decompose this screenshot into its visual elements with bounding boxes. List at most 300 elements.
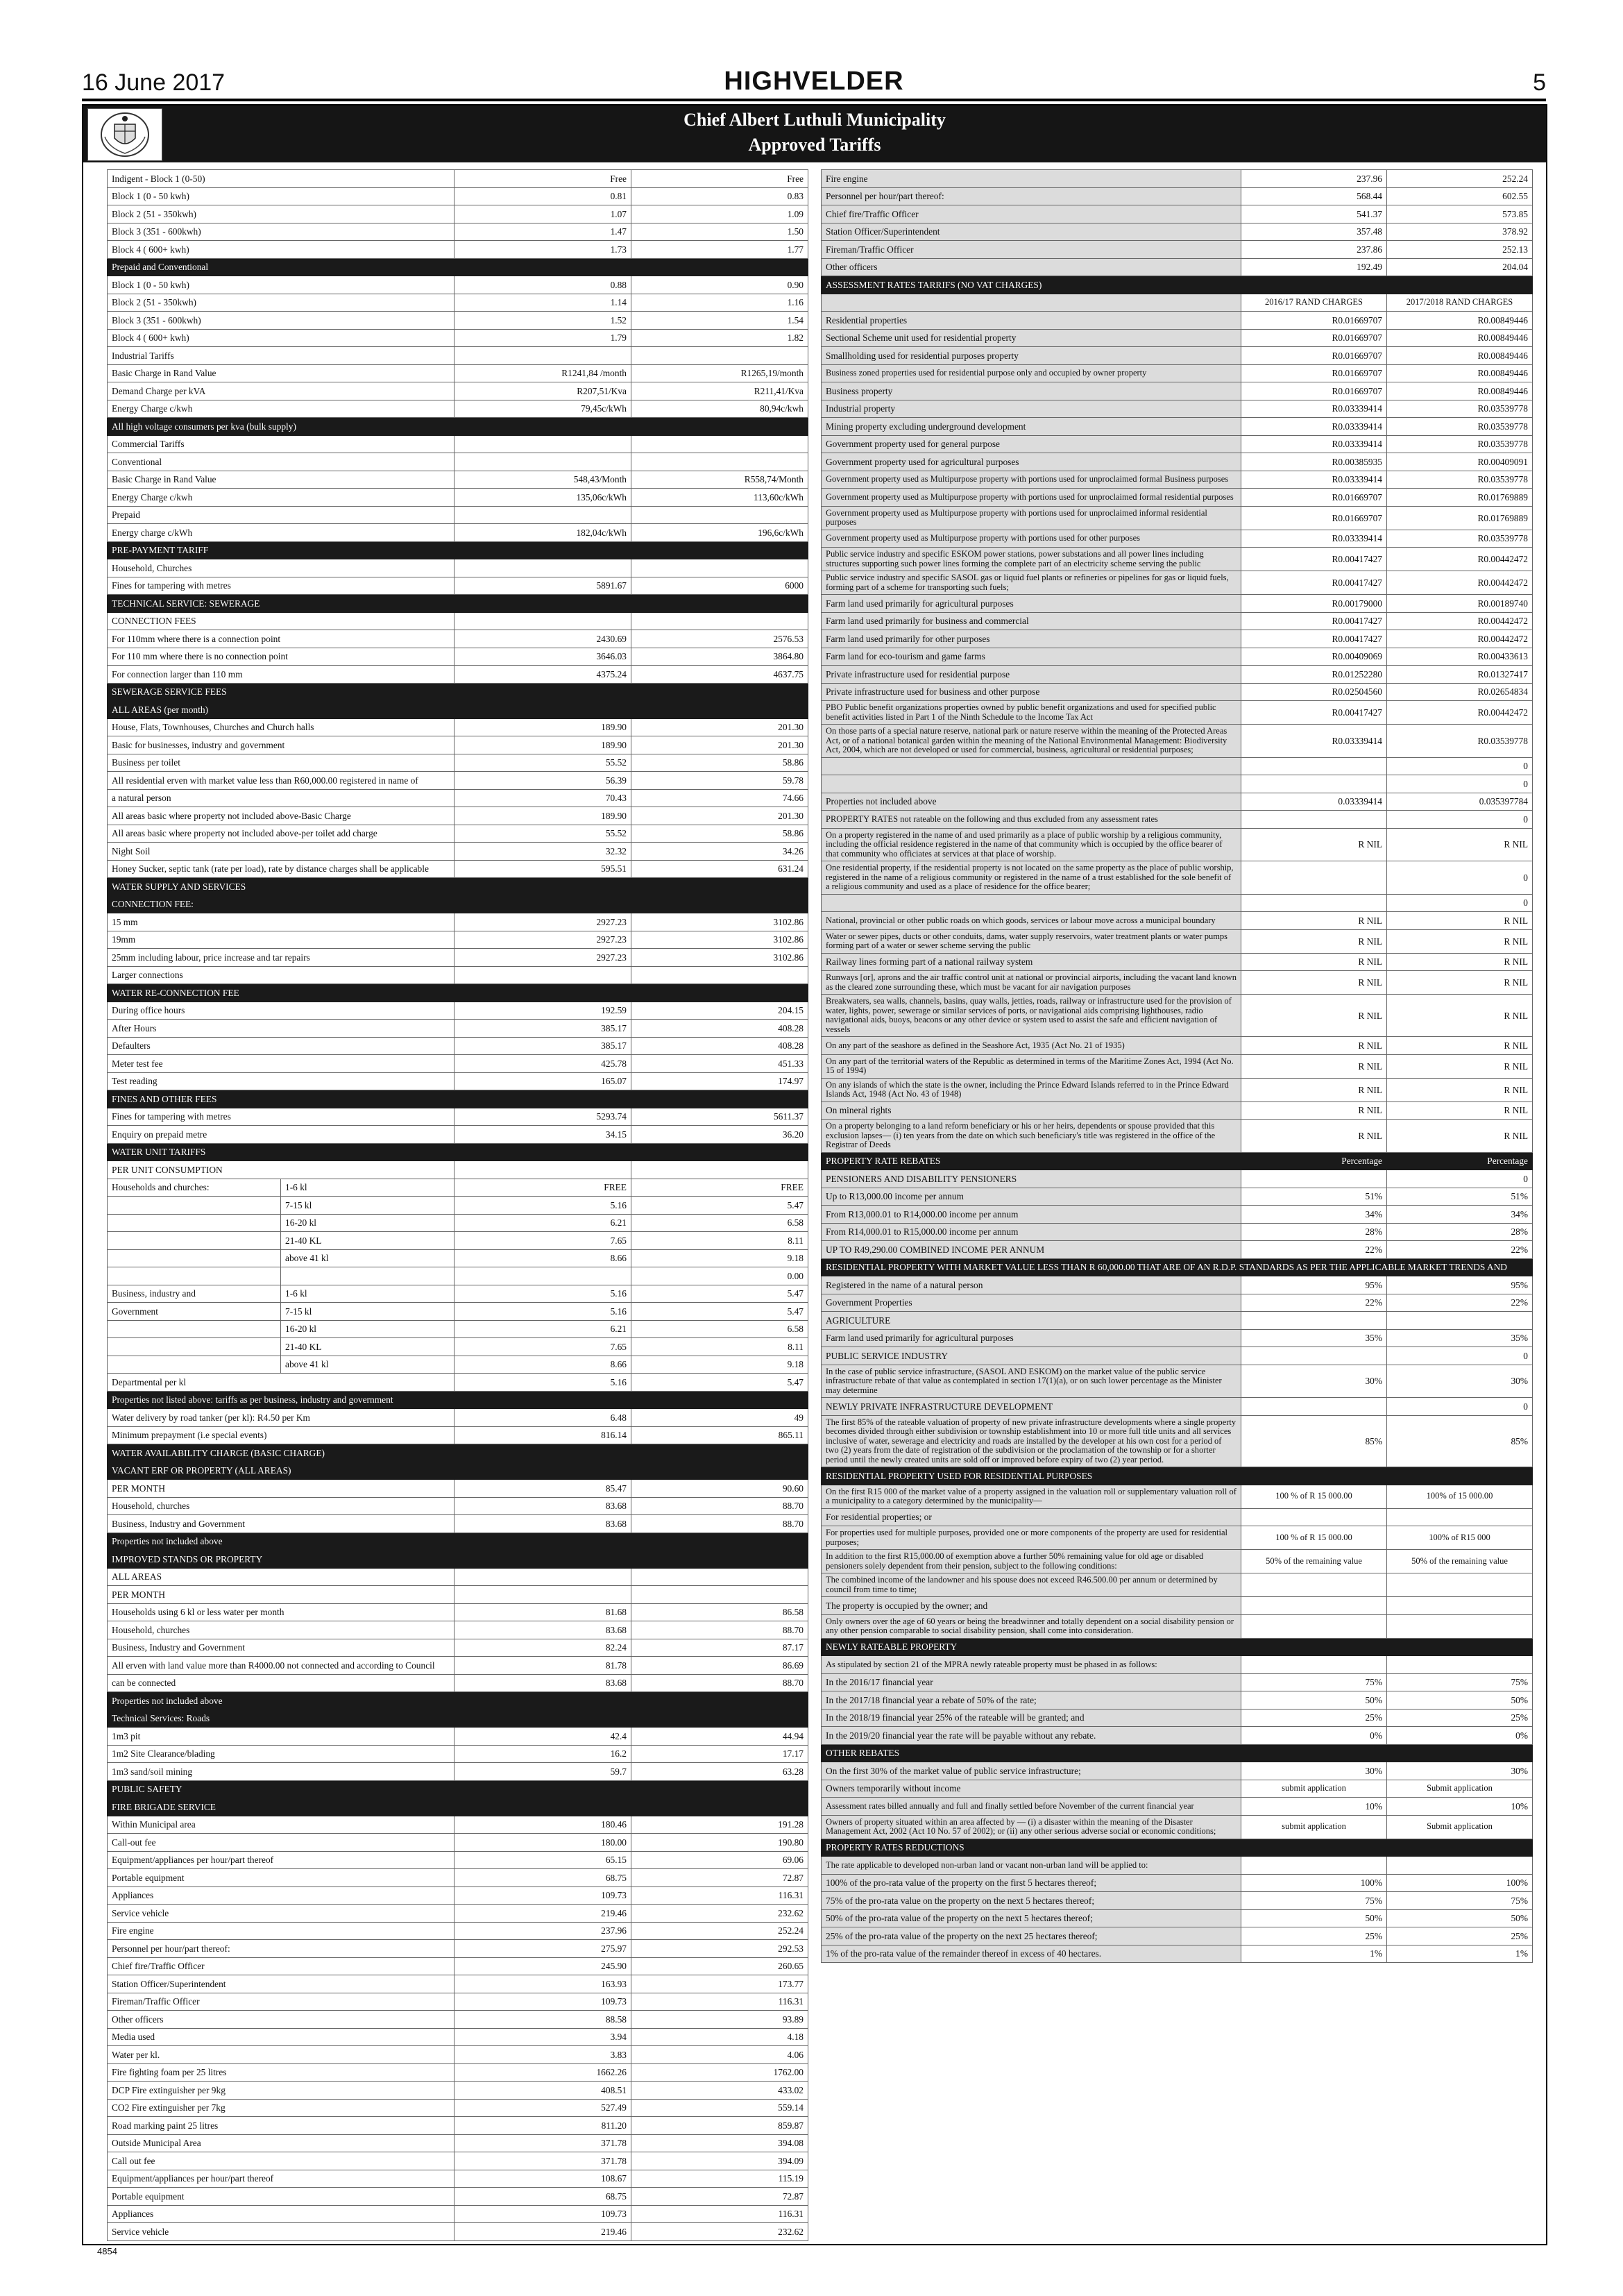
- row-label: Water delivery by road tanker (per kl): R4.50 per Km: [108, 1409, 454, 1427]
- tariff-2017-18: 6.58: [631, 1214, 808, 1232]
- tariff-2016-17: 108.67: [454, 2170, 631, 2188]
- tariff-2017-18: 1.50: [631, 223, 808, 241]
- row-label: Water or sewer pipes, ducts or other conduits, dams, water supply reservoirs, water treatment plants or water pumps forming part of a water or sewer scheme serving the public: [822, 929, 1241, 953]
- rate-2016-17: [1241, 1170, 1387, 1188]
- tariff-2017-18: 190.80: [631, 1834, 808, 1852]
- notice-title: Chief Albert Luthuli Municipality: [683, 110, 946, 130]
- row-label: Call out fee: [108, 2152, 454, 2170]
- row-label: [108, 1267, 281, 1285]
- tariff-2016-17: 135,06c/kWh: [454, 489, 631, 507]
- column-header: Percentage: [1241, 1152, 1387, 1170]
- table-row: [822, 912, 1533, 930]
- tariff-2017-18: 59.78: [631, 772, 808, 790]
- tariff-2017-18: 88.70: [631, 1497, 808, 1515]
- tariff-2016-17: 219.46: [454, 2223, 631, 2241]
- table-row: [108, 1374, 808, 1392]
- tariff-2017-18: [631, 1161, 808, 1179]
- tariff-2017-18: 88.70: [631, 1674, 808, 1692]
- rate-2017-18: R0.00849446: [1387, 329, 1533, 347]
- row-label: [822, 757, 1241, 775]
- table-row: [108, 559, 808, 577]
- section-header: WATER RE-CONNECTION FEE: [108, 984, 808, 1002]
- row-label: Properties not included above: [822, 793, 1241, 811]
- column-header: Percentage: [1387, 1152, 1533, 1170]
- table-row: [822, 1241, 1533, 1259]
- tariff-2017-18: 3864.80: [631, 648, 808, 666]
- table-row: [822, 1798, 1533, 1816]
- row-label: Basic Charge in Rand Value: [108, 471, 454, 489]
- tariff-2017-18: 292.53: [631, 1940, 808, 1958]
- table-row: [108, 1869, 808, 1887]
- tariff-2016-17: 88.58: [454, 2011, 631, 2029]
- rate-2016-17: R0.03339414: [1241, 471, 1387, 489]
- tariff-2016-17: 83.68: [454, 1621, 631, 1639]
- row-label: [108, 1320, 281, 1338]
- rate-2016-17: R0.02504560: [1241, 683, 1387, 701]
- page-number: 5: [1533, 69, 1546, 96]
- tariff-2016-17: 385.17: [454, 1037, 631, 1055]
- table-row: [108, 2152, 808, 2170]
- rate-2016-17: R0.00417427: [1241, 571, 1387, 595]
- tariff-2017-18: 69.06: [631, 1851, 808, 1869]
- tariff-2017-18: 394.09: [631, 2152, 808, 2170]
- tariff-2017-18: 88.70: [631, 1621, 808, 1639]
- tariff-2017-18: 1.77: [631, 241, 808, 259]
- table-row: [108, 1851, 808, 1869]
- rate-2016-17: R0.00417427: [1241, 548, 1387, 571]
- rate-2017-18: R0.01769889: [1387, 506, 1533, 530]
- tariff-2017-18: [631, 1568, 808, 1586]
- rate-2017-18: R0.00189740: [1387, 595, 1533, 613]
- row-label: On any islands of which the state is the owner, including the Prince Edward Islands referred to in the Prince Edward Islands Act, 1948 (Act No. 43 of 1948): [822, 1078, 1241, 1101]
- tariff-2016-17: 1.07: [454, 205, 631, 223]
- tariff-2017-18: 4637.75: [631, 666, 808, 684]
- tariff-2017-18: 173.77: [631, 1975, 808, 1993]
- rate-2016-17: R0.00417427: [1241, 612, 1387, 630]
- row-label: The rate applicable to developed non-urban land or vacant non-urban land will be applied to:: [822, 1857, 1241, 1875]
- table-row: [822, 1415, 1533, 1467]
- tariff-2017-18: 44.94: [631, 1728, 808, 1746]
- row-label: Government property used for general purpose: [822, 435, 1241, 453]
- tariff-2017-18: 201.30: [631, 718, 808, 736]
- row-label: AGRICULTURE: [822, 1312, 1241, 1330]
- tariff-2016-17: 55.52: [454, 754, 631, 772]
- tariff-2017-18: 63.28: [631, 1763, 808, 1781]
- tariff-2016-17: 34.15: [454, 1126, 631, 1144]
- rate-2016-17: R0.03339414: [1241, 530, 1387, 548]
- table-row: [108, 347, 808, 365]
- row-label: Mining property excluding underground development: [822, 418, 1241, 436]
- rate-2017-18: 100% of R15 000: [1387, 1526, 1533, 1550]
- row-label: [108, 1214, 281, 1232]
- row-label: 15 mm: [108, 913, 454, 931]
- rate-2017-18: 378.92: [1387, 223, 1533, 241]
- rate-2016-17: 100 % of R 15 000.00: [1241, 1485, 1387, 1508]
- tariff-2017-18: 74.66: [631, 789, 808, 807]
- table-row: [822, 1573, 1533, 1597]
- table-row: [108, 1338, 808, 1356]
- tariff-2017-18: 559.14: [631, 2099, 808, 2117]
- section-header-row: [822, 1638, 1533, 1656]
- row-label: Personnel per hour/part thereof:: [822, 187, 1241, 205]
- tariff-2017-18: 49: [631, 1409, 808, 1427]
- table-row: [108, 1320, 808, 1338]
- table-row: [822, 435, 1533, 453]
- tariff-2016-17: 70.43: [454, 789, 631, 807]
- section-header: ASSESSMENT RATES TARRIFS (NO VAT CHARGES): [822, 276, 1533, 294]
- table-row: [108, 1197, 808, 1215]
- rate-2017-18: [1387, 1597, 1533, 1615]
- block-range: above 41 kl: [281, 1356, 454, 1374]
- rate-2017-18: 252.24: [1387, 170, 1533, 188]
- table-row: [822, 1727, 1533, 1745]
- table-row: [822, 506, 1533, 530]
- rate-2017-18: [1387, 1312, 1533, 1330]
- table-row: [108, 1497, 808, 1515]
- row-label: Farm land used primarily for business and commercial: [822, 612, 1241, 630]
- row-label: Block 2 (51 - 350kwh): [108, 294, 454, 312]
- table-row: [822, 571, 1533, 595]
- table-row: [822, 1550, 1533, 1573]
- table-row: [108, 2063, 808, 2082]
- tariff-2016-17: 408.51: [454, 2082, 631, 2100]
- row-label: Government property used as Multipurpose property with portions used for unproclaimed informal residential purposes: [822, 506, 1241, 530]
- row-label: Service vehicle: [108, 1905, 454, 1923]
- rate-2016-17: 357.48: [1241, 223, 1387, 241]
- table-row: [822, 548, 1533, 571]
- tariff-2016-17: 1.73: [454, 241, 631, 259]
- table-row: [108, 2205, 808, 2223]
- tariff-2016-17: 811.20: [454, 2117, 631, 2135]
- table-row: [108, 1816, 808, 1834]
- row-label: Fire engine: [108, 1922, 454, 1940]
- row-label: Public service industry and specific ESKOM power stations, power substations and all power lines including structures supporting such power lines forming the complete part of an electricity scheme serving the public: [822, 548, 1241, 571]
- rate-2017-18: 30%: [1387, 1762, 1533, 1780]
- rate-2017-18: 0: [1387, 775, 1533, 793]
- tariff-2017-18: 0.83: [631, 187, 808, 205]
- row-label: Portable equipment: [108, 2188, 454, 2206]
- tariff-2016-17: 3.94: [454, 2028, 631, 2046]
- section-header: Properties not listed above: tariffs as per business, industry and government: [108, 1391, 808, 1409]
- row-label: In the 2017/18 financial year a rebate of 50% of the rate;: [822, 1691, 1241, 1710]
- table-row: [108, 2134, 808, 2152]
- table-row: [108, 1674, 808, 1692]
- section-header-row: [108, 895, 808, 913]
- tariff-2017-18: 72.87: [631, 1869, 808, 1887]
- tariff-2016-17: [454, 1267, 631, 1285]
- row-label: NEWLY PRIVATE INFRASTRUCTURE DEVELOPMENT: [822, 1398, 1241, 1416]
- rate-2017-18: R0.00442472: [1387, 571, 1533, 595]
- section-header-row: [822, 1744, 1533, 1762]
- rate-2016-17: [1241, 1508, 1387, 1526]
- rate-2016-17: 51%: [1241, 1188, 1387, 1206]
- rate-2017-18: R0.00442472: [1387, 701, 1533, 725]
- table-row: [822, 312, 1533, 330]
- table-row: [822, 364, 1533, 382]
- tariff-2016-17: 548,43/Month: [454, 471, 631, 489]
- section-header-row: [108, 258, 808, 276]
- row-label: Farm land for eco-tourism and game farms: [822, 648, 1241, 666]
- row-label: Government property used for agricultural purposes: [822, 453, 1241, 471]
- tariff-2016-17: 5.16: [454, 1374, 631, 1392]
- tariff-table-right: [821, 169, 1533, 1963]
- table-row: [108, 1515, 808, 1533]
- rate-2016-17: R0.03339414: [1241, 400, 1387, 418]
- table-row: [108, 666, 808, 684]
- tariff-2016-17: 275.97: [454, 1940, 631, 1958]
- section-header-row: [108, 1462, 808, 1480]
- rate-2016-17: 568.44: [1241, 187, 1387, 205]
- tariff-2017-18: [631, 453, 808, 471]
- table-row: [822, 701, 1533, 725]
- tariff-2017-18: 201.30: [631, 736, 808, 754]
- row-label: In the 2018/19 financial year 25% of the rateable will be granted; and: [822, 1709, 1241, 1727]
- table-row: [108, 1568, 808, 1586]
- table-row: [108, 1303, 808, 1321]
- tariff-2016-17: 2430.69: [454, 630, 631, 648]
- table-row: [822, 953, 1533, 971]
- row-label: For 110 mm where there is no connection point: [108, 648, 454, 666]
- rate-2017-18: [1387, 1573, 1533, 1597]
- row-label: Energy Charge c/kwh: [108, 489, 454, 507]
- row-label: Household, churches: [108, 1497, 454, 1515]
- row-label: Fireman/Traffic Officer: [822, 241, 1241, 259]
- rate-2017-18: 75%: [1387, 1892, 1533, 1910]
- tariff-2016-17: 1.14: [454, 294, 631, 312]
- table-row: [108, 648, 808, 666]
- tariff-2016-17: 2927.23: [454, 931, 631, 949]
- row-label: Government property used as Multipurpose property with portions used for other purposes: [822, 530, 1241, 548]
- rate-2016-17: R0.01669707: [1241, 506, 1387, 530]
- tariff-2016-17: 425.78: [454, 1055, 631, 1073]
- tariff-2016-17: 82.24: [454, 1639, 631, 1657]
- tariff-2017-18: 5.47: [631, 1285, 808, 1303]
- rate-2017-18: 22%: [1387, 1294, 1533, 1312]
- tariff-2017-18: 1.82: [631, 329, 808, 347]
- tariff-2017-18: 4.06: [631, 2046, 808, 2064]
- table-row: [108, 1037, 808, 1055]
- table-row: [822, 471, 1533, 489]
- row-label: DCP Fire extinguisher per 9kg: [108, 2082, 454, 2100]
- tariff-2017-18: 1.54: [631, 312, 808, 330]
- table-row: [822, 1857, 1533, 1875]
- tariff-2016-17: 595.51: [454, 860, 631, 878]
- row-label: On a property registered in the name of and used primarily as a place of public worship by a religious community, including the official residence registered in the name of that community which is occupied by the office bearer of that community who officiates at services at that place of worship.: [822, 828, 1241, 861]
- section-header-row: [108, 1798, 808, 1816]
- tariff-2016-17: 816.14: [454, 1426, 631, 1444]
- rate-2017-18: 30%: [1387, 1365, 1533, 1398]
- table-row: [822, 612, 1533, 630]
- table-row: [822, 828, 1533, 861]
- rate-2016-17: 28%: [1241, 1223, 1387, 1241]
- tariff-2016-17: 4375.24: [454, 666, 631, 684]
- tariff-2016-17: 68.75: [454, 1869, 631, 1887]
- rate-2016-17: R0.00417427: [1241, 630, 1387, 648]
- table-row: [108, 1055, 808, 1073]
- tariff-2016-17: 109.73: [454, 1886, 631, 1905]
- tariff-column-right: [821, 169, 1532, 1963]
- rate-2017-18: 573.85: [1387, 205, 1533, 223]
- tariff-2017-18: 8.11: [631, 1338, 808, 1356]
- table-row: [108, 241, 808, 259]
- section-header: Properties not included above: [108, 1692, 808, 1710]
- table-row: [822, 1037, 1533, 1055]
- rate-2016-17: R NIL: [1241, 1037, 1387, 1055]
- table-row: [822, 811, 1533, 829]
- rate-2016-17: 192.49: [1241, 258, 1387, 276]
- table-row: [822, 894, 1533, 912]
- row-label: can be connected: [108, 1674, 454, 1692]
- tariff-2017-18: 433.02: [631, 2082, 808, 2100]
- table-row: [822, 683, 1533, 701]
- tariff-2017-18: 859.87: [631, 2117, 808, 2135]
- tariff-2016-17: 371.78: [454, 2134, 631, 2152]
- row-label: Enquiry on prepaid metre: [108, 1126, 454, 1144]
- tariff-2016-17: 1662.26: [454, 2063, 631, 2082]
- rate-2017-18: R0.00849446: [1387, 347, 1533, 365]
- advert-code: 4854: [97, 2246, 117, 2256]
- rate-2016-17: R0.01669707: [1241, 364, 1387, 382]
- section-header-row: [108, 1391, 808, 1409]
- section-header: All high voltage consumers per kva (bulk supply): [108, 418, 808, 436]
- row-label: PUBLIC SERVICE INDUSTRY: [822, 1347, 1241, 1365]
- tariff-2017-18: 36.20: [631, 1126, 808, 1144]
- tariff-2016-17: 245.90: [454, 1957, 631, 1975]
- row-label: Defaulters: [108, 1037, 454, 1055]
- rate-2016-17: 35%: [1241, 1329, 1387, 1347]
- tariff-2016-17: 0.81: [454, 187, 631, 205]
- row-label: From R14,000.01 to R15,000.00 income per annum: [822, 1223, 1241, 1241]
- rate-2016-17: [1241, 775, 1387, 793]
- rate-2017-18: R0.00849446: [1387, 364, 1533, 382]
- section-header-row: [822, 1839, 1533, 1857]
- rate-2016-17: [1241, 861, 1387, 895]
- table-row: [108, 489, 808, 507]
- tariff-2017-18: R1265,19/month: [631, 364, 808, 382]
- rate-2016-17: [1241, 1398, 1387, 1416]
- row-label: Private infrastructure used for residential purpose: [822, 666, 1241, 684]
- block-range: 21-40 KL: [281, 1232, 454, 1250]
- tariff-2017-18: 6.58: [631, 1320, 808, 1338]
- rate-2016-17: 0.03339414: [1241, 793, 1387, 811]
- row-label: Station Officer/Superintendent: [108, 1975, 454, 1993]
- rate-2017-18: R NIL: [1387, 929, 1533, 953]
- row-label: Residential properties: [822, 312, 1241, 330]
- row-label: Industrial Tariffs: [108, 347, 454, 365]
- rate-2017-18: R NIL: [1387, 1120, 1533, 1153]
- rate-2016-17: 237.96: [1241, 170, 1387, 188]
- table-row: [822, 1780, 1533, 1798]
- tariff-2017-18: 17.17: [631, 1745, 808, 1763]
- rate-2017-18: R0.00433613: [1387, 648, 1533, 666]
- tariff-2017-18: [631, 435, 808, 453]
- table-row: [822, 1329, 1533, 1347]
- section-header-row: [108, 683, 808, 701]
- rate-2016-17: 2016/17 RAND CHARGES: [1241, 294, 1387, 312]
- row-label: Fire fighting foam per 25 litres: [108, 2063, 454, 2082]
- block-range: 16-20 kl: [281, 1214, 454, 1232]
- rate-2017-18: 51%: [1387, 1188, 1533, 1206]
- row-label: Business zoned properties used for residential purpose only and occupied by owner property: [822, 364, 1241, 382]
- rate-2017-18: 85%: [1387, 1415, 1533, 1467]
- table-row: [108, 1108, 808, 1126]
- table-row: [108, 276, 808, 294]
- rate-2017-18: 0: [1387, 861, 1533, 895]
- rate-2016-17: R0.01669707: [1241, 312, 1387, 330]
- tariff-2016-17: 7.65: [454, 1338, 631, 1356]
- table-row: [108, 913, 808, 931]
- rate-2017-18: R NIL: [1387, 828, 1533, 861]
- rate-2016-17: R NIL: [1241, 1120, 1387, 1153]
- row-label: UP TO R49,290.00 COMBINED INCOME PER ANNUM: [822, 1241, 1241, 1259]
- table-row: [108, 1409, 808, 1427]
- rate-2017-18: [1387, 1857, 1533, 1875]
- row-label: [822, 294, 1241, 312]
- row-label: Energy charge c/kWh: [108, 524, 454, 542]
- tariff-2017-18: 3102.86: [631, 949, 808, 967]
- rate-2017-18: [1387, 1508, 1533, 1526]
- tariff-2017-18: 232.62: [631, 1905, 808, 1923]
- tariff-2016-17: 3.83: [454, 2046, 631, 2064]
- tariff-2016-17: [454, 1568, 631, 1586]
- row-label: Equipment/appliances per hour/part thereof: [108, 1851, 454, 1869]
- table-row: [108, 1020, 808, 1038]
- tariff-2017-18: 3102.86: [631, 913, 808, 931]
- rate-2016-17: R0.01669707: [1241, 329, 1387, 347]
- row-label: [108, 1197, 281, 1215]
- tariff-2016-17: 1.47: [454, 223, 631, 241]
- row-label: Fireman/Traffic Officer: [108, 1993, 454, 2011]
- table-row: [108, 471, 808, 489]
- row-label: Call-out fee: [108, 1834, 454, 1852]
- rate-2016-17: [1241, 894, 1387, 912]
- table-row: [108, 1993, 808, 2011]
- section-header: OTHER REBATES: [822, 1744, 1533, 1762]
- table-row: [108, 312, 808, 330]
- block-range: 16-20 kl: [281, 1320, 454, 1338]
- row-label: Meter test fee: [108, 1055, 454, 1073]
- rate-2017-18: R0.03539778: [1387, 530, 1533, 548]
- tariff-2017-18: 93.89: [631, 2011, 808, 2029]
- row-label: For properties used for multiple purposes, provided one or more components of the property are used for residential purposes;: [822, 1526, 1241, 1550]
- tariff-2017-18: [631, 966, 808, 984]
- row-label: Government property used as Multipurpose property with portions used for unproclaimed formal residential purposes: [822, 489, 1241, 507]
- row-label: Larger connections: [108, 966, 454, 984]
- tariff-2016-17: 59.7: [454, 1763, 631, 1781]
- block-range: 7-15 kl: [281, 1303, 454, 1321]
- table-row: [108, 789, 808, 807]
- tariff-2017-18: Free: [631, 170, 808, 188]
- rate-2016-17: R NIL: [1241, 912, 1387, 930]
- section-header: NEWLY RATEABLE PROPERTY: [822, 1638, 1533, 1656]
- tariff-2017-18: 5.47: [631, 1303, 808, 1321]
- row-label: Smallholding used for residential purposes property: [822, 347, 1241, 365]
- tariff-2017-18: 174.97: [631, 1072, 808, 1090]
- tariff-2016-17: 6.21: [454, 1214, 631, 1232]
- row-label: Fines for tampering with metres: [108, 577, 454, 595]
- table-row: [822, 489, 1533, 507]
- rate-2016-17: submit application: [1241, 1780, 1387, 1798]
- row-label: ALL AREAS: [108, 1568, 454, 1586]
- tariff-2017-18: 260.65: [631, 1957, 808, 1975]
- tariff-2017-18: 116.31: [631, 2205, 808, 2223]
- table-row: [822, 1927, 1533, 1945]
- tariff-2016-17: 5.16: [454, 1285, 631, 1303]
- table-row: [822, 530, 1533, 548]
- tariff-2017-18: 88.70: [631, 1515, 808, 1533]
- tariff-table-left: [107, 169, 808, 2241]
- section-header-row: [822, 1152, 1533, 1170]
